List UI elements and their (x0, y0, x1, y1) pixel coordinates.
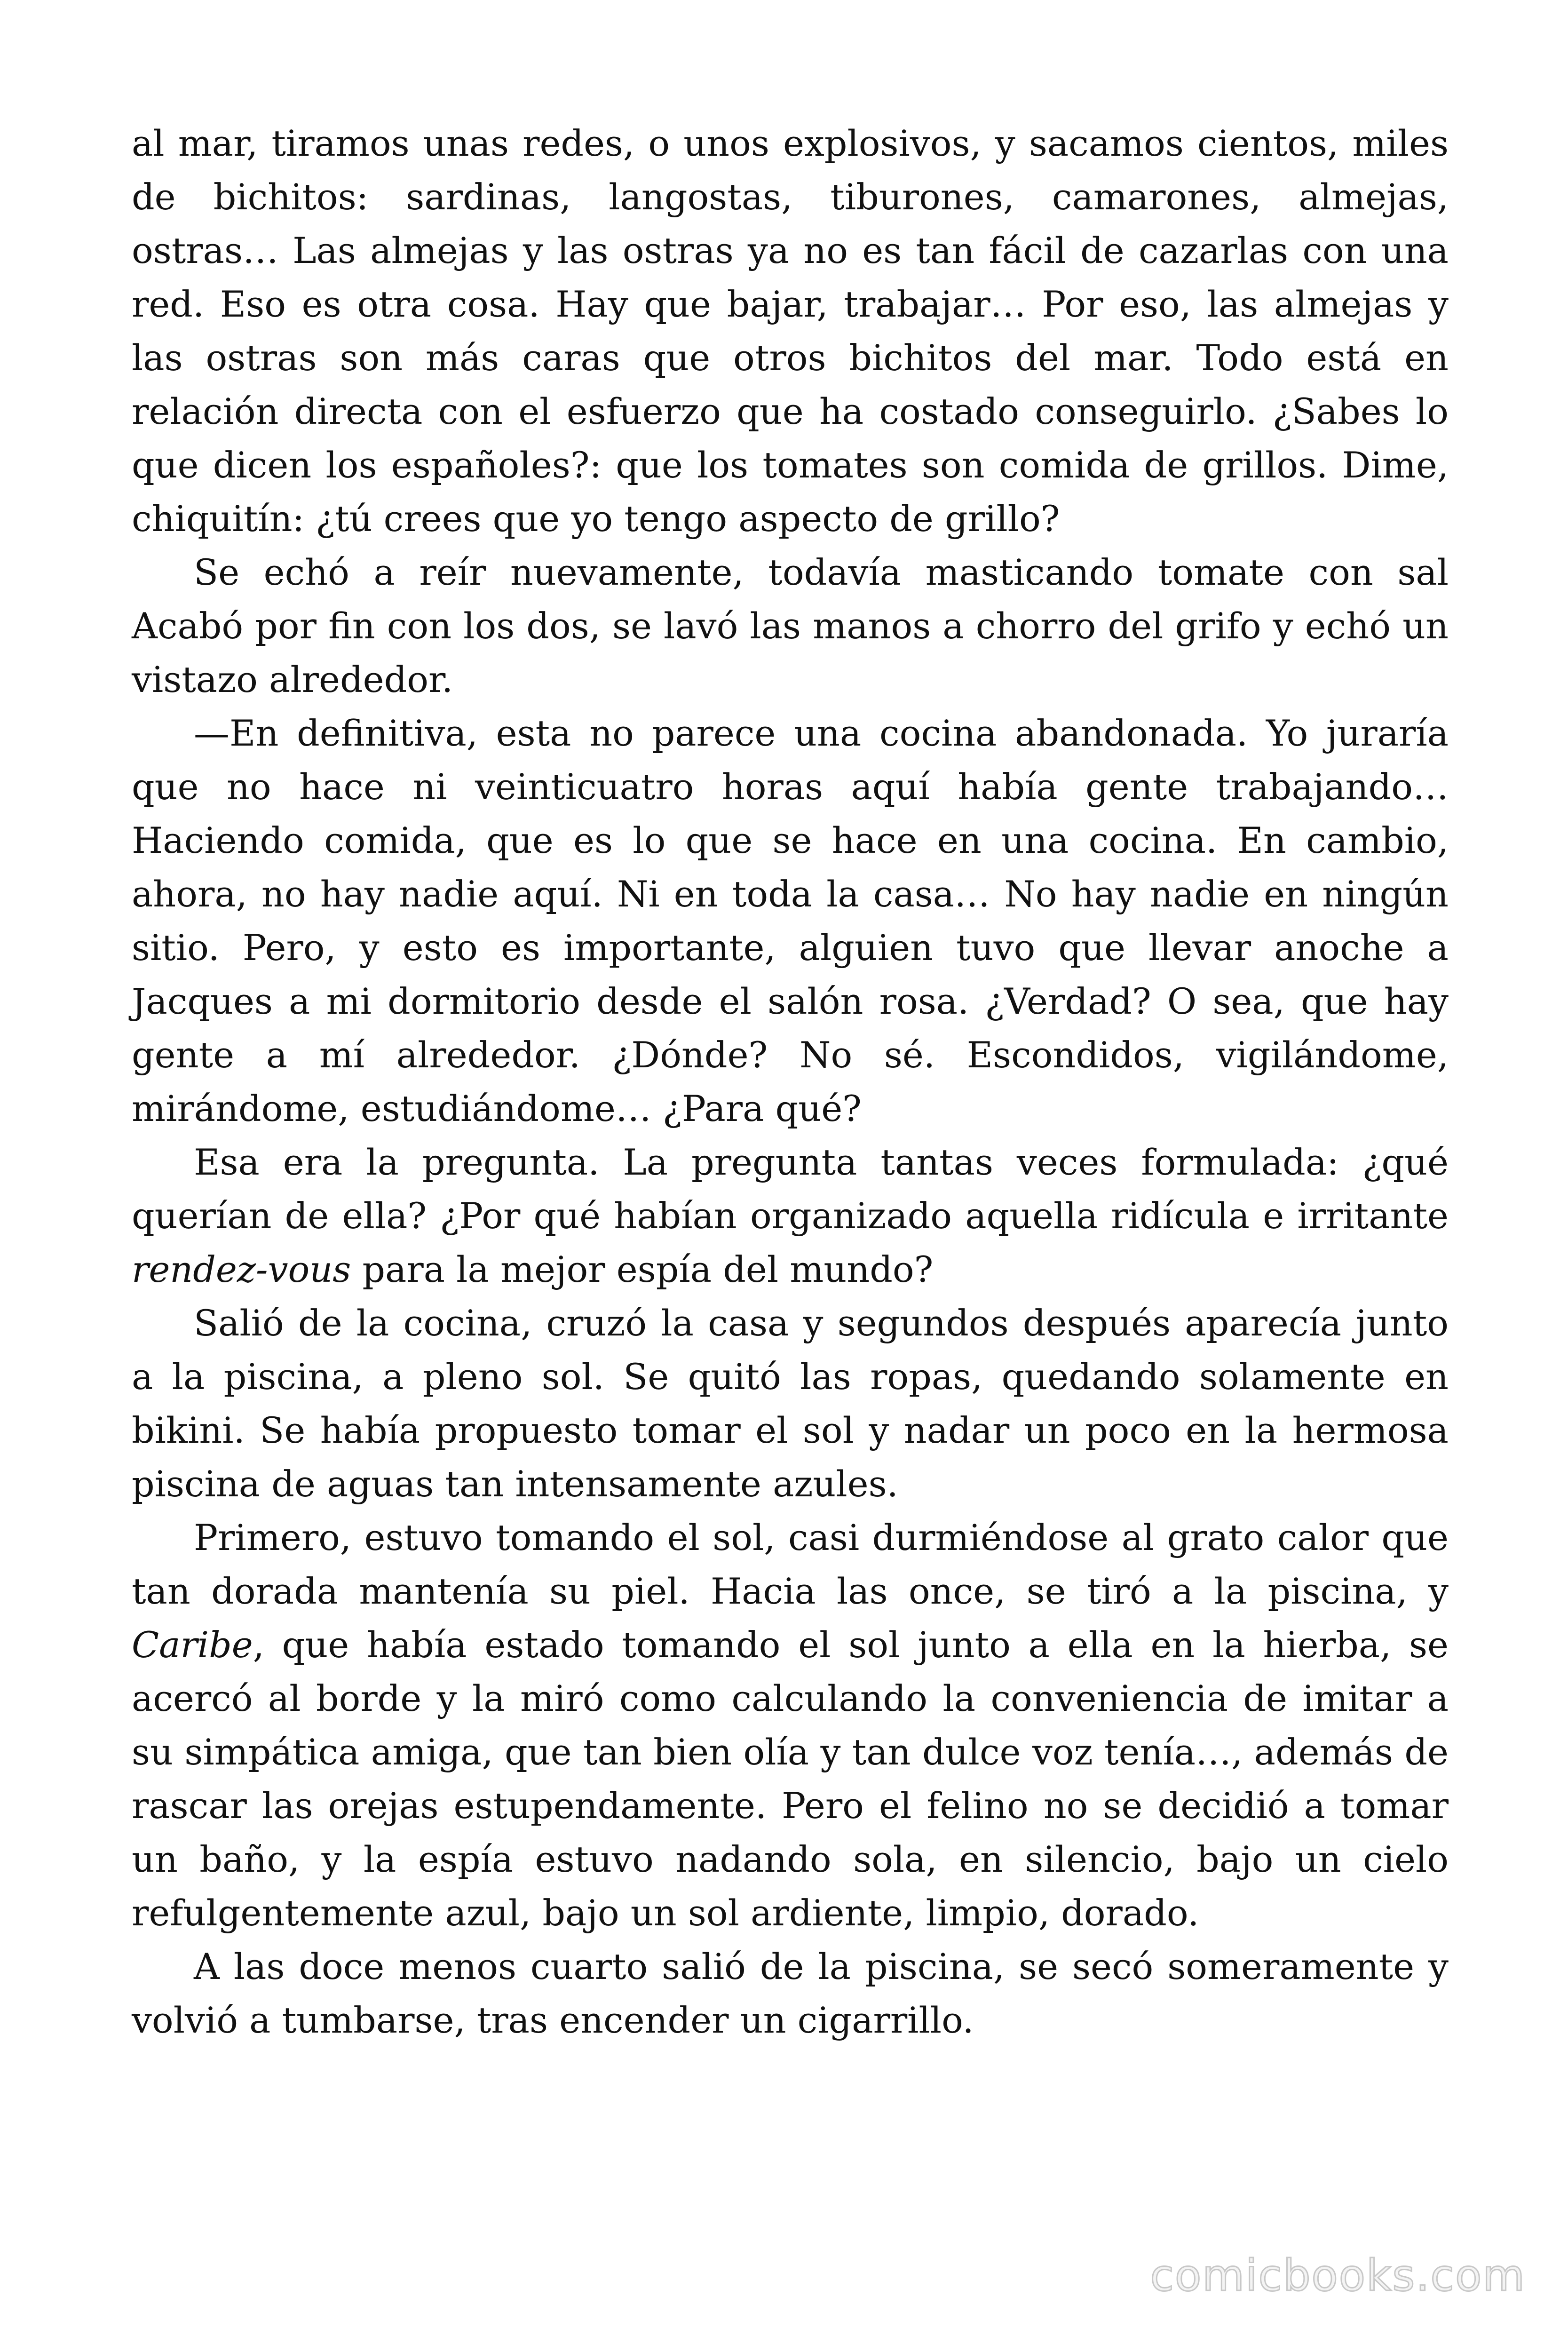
paragraph-6-italic-caribe: Caribe (132, 1624, 253, 1666)
paragraph-7-text: A las doce menos cuarto salió de la piscina, se secó someramente y volvió a tumbarse, tras encender un cigarrillo. (132, 1946, 1449, 2041)
paragraph-6-text-a: Primero, estuvo tomando el sol, casi durmiéndose al grato calor que tan dorada mantenía su piel. Hacia las once, se tiró a la piscina, y (132, 1517, 1449, 1612)
paragraph-4 (132, 1136, 1449, 1296)
paragraph-7 (132, 1940, 1449, 2047)
page-body (132, 117, 1449, 2047)
paragraph-1 (132, 117, 1449, 546)
paragraph-6 (132, 1511, 1449, 1940)
paragraph-3 (132, 707, 1449, 1136)
paragraph-4-italic-rendezvous: rendez-vous (132, 1248, 351, 1290)
paragraph-4-text-a: Esa era la pregunta. La pregunta tantas veces formulada: ¿qué querían de ella? ¿Por qué habían organizado aquella ridícula e irritante (132, 1141, 1449, 1237)
paragraph-3-text: —En definitiva, esta no parece una cocina abandonada. Yo juraría que no hace ni veinticuatro horas aquí había gente trabajando… Haciendo comida, que es lo que se hace en una cocina. En cambio, ahora, no hay nadie aquí. Ni en toda la casa… No hay nadie en ningún sitio. Pero, y esto es importante, alguien tuvo que llevar anoche a Jacques a mi dormitorio desde el salón rosa. ¿Verdad? O sea, que hay gente a mí alrededor. ¿Dónde? No sé. Escondidos, vigilándome, mirándome, estudiándome… ¿Para qué? (132, 712, 1449, 1129)
watermark-text: comicbooks.com (1150, 2250, 1526, 2301)
paragraph-4-text-b: para la mejor espía del mundo? (351, 1248, 934, 1290)
paragraph-1-text: al mar, tiramos unas redes, o unos explosivos, y sacamos cientos, miles de bichitos: sardinas, langostas, tiburones, camarones, almejas, ostras… Las almejas y las ostras ya no es tan fácil de cazarlas con una red. Eso es otra cosa. Hay que bajar, trabajar… Por eso, las almejas y las ostras son más caras que otros bichitos del mar. Todo está en relación directa con el esfuerzo que ha costado conseguirlo. ¿Sabes lo que dicen los españoles?: que los tomates son comida de grillos. Dime, chiquitín: ¿tú crees que yo tengo aspecto de grillo? (132, 122, 1449, 540)
paragraph-2-text: Se echó a reír nuevamente, todavía masticando tomate con sal Acabó por fin con los dos, se lavó las manos a chorro del grifo y echó un vistazo alrededor. (132, 551, 1449, 700)
paragraph-5-text: Salió de la cocina, cruzó la casa y segundos después aparecía junto a la piscina, a pleno sol. Se quitó las ropas, quedando solamente en bikini. Se había propuesto tomar el sol y nadar un poco en la hermosa piscina de aguas tan intensamente azules. (132, 1302, 1449, 1505)
paragraph-6-text-b: , que había estado tomando el sol junto a ella en la hierba, se acercó al borde y la miró como calculando la conveniencia de imitar a su simpática amiga, que tan bien olía y tan dulce voz tenía…, además de rascar las orejas estupendamente. Pero el felino no se decidió a tomar un baño, y la espía estuvo nadando sola, en silencio, bajo un cielo refulgentemente azul, bajo un sol ardiente, limpio, dorado. (132, 1624, 1449, 1934)
paragraph-5 (132, 1296, 1449, 1511)
paragraph-2 (132, 546, 1449, 707)
